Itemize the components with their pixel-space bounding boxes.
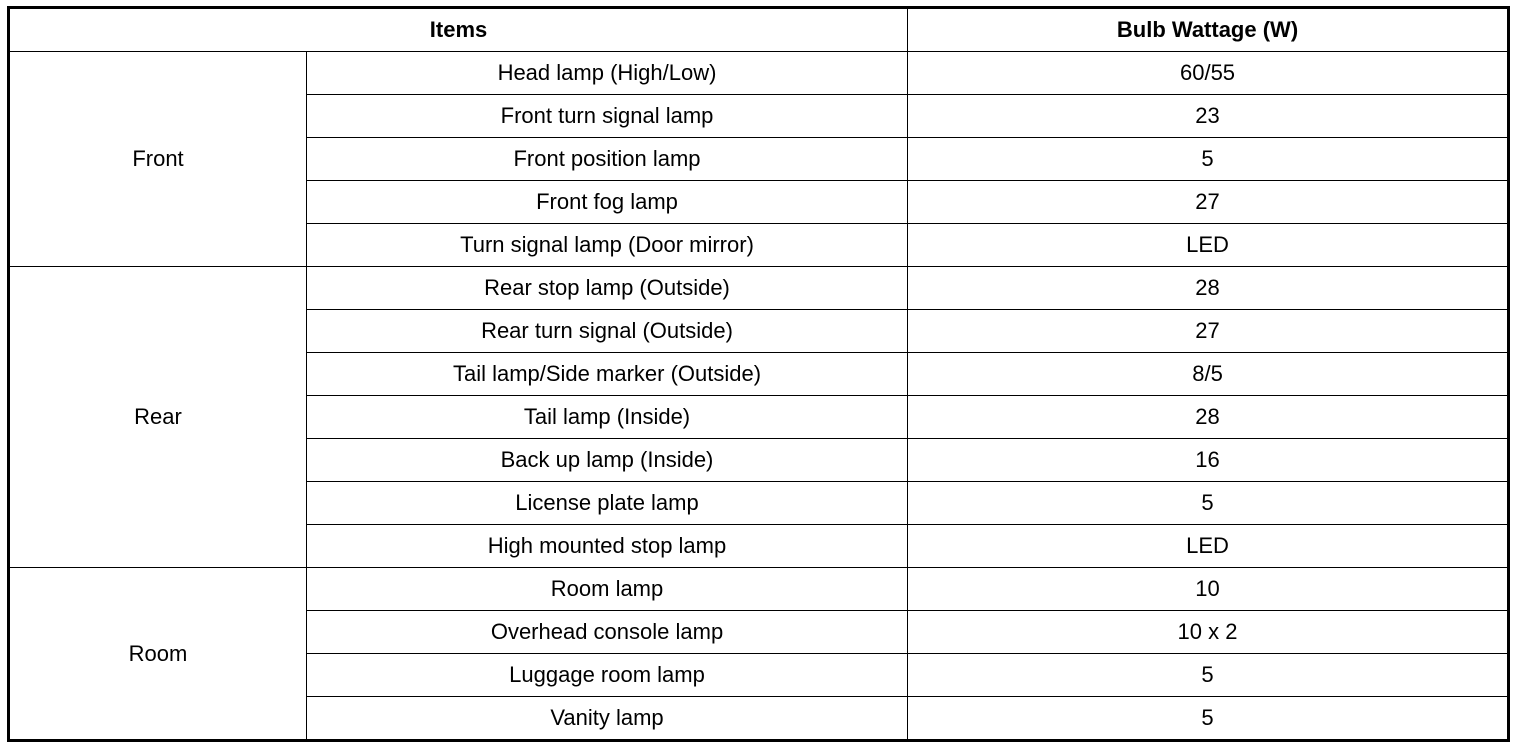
group-label-rear: Rear (9, 267, 307, 568)
table-body (9, 52, 1509, 741)
wattage-cell: 16 (908, 439, 1509, 482)
item-cell: Front turn signal lamp (307, 95, 908, 138)
wattage-cell: 27 (908, 310, 1509, 353)
header-row (9, 8, 1509, 52)
wattage-cell: 10 x 2 (908, 611, 1509, 654)
wattage-cell: LED (908, 224, 1509, 267)
items-header: Items (9, 8, 908, 52)
table-row (9, 568, 1509, 611)
item-cell: Front position lamp (307, 138, 908, 181)
item-cell: Rear turn signal (Outside) (307, 310, 908, 353)
wattage-cell: LED (908, 525, 1509, 568)
wattage-cell: 28 (908, 267, 1509, 310)
table-row (9, 52, 1509, 95)
item-cell: Tail lamp/Side marker (Outside) (307, 353, 908, 396)
wattage-cell: 5 (908, 654, 1509, 697)
wattage-cell: 23 (908, 95, 1509, 138)
wattage-cell: 5 (908, 138, 1509, 181)
group-label-room: Room (9, 568, 307, 741)
item-cell: Luggage room lamp (307, 654, 908, 697)
item-cell: Rear stop lamp (Outside) (307, 267, 908, 310)
item-cell: High mounted stop lamp (307, 525, 908, 568)
bulb-wattage-table (7, 6, 1510, 742)
item-cell: Overhead console lamp (307, 611, 908, 654)
wattage-cell: 28 (908, 396, 1509, 439)
item-cell: Front fog lamp (307, 181, 908, 224)
wattage-cell: 8/5 (908, 353, 1509, 396)
item-cell: Tail lamp (Inside) (307, 396, 908, 439)
item-cell: Vanity lamp (307, 697, 908, 741)
item-cell: Head lamp (High/Low) (307, 52, 908, 95)
item-cell: Room lamp (307, 568, 908, 611)
wattage-cell: 5 (908, 482, 1509, 525)
wattage-cell: 60/55 (908, 52, 1509, 95)
wattage-cell: 10 (908, 568, 1509, 611)
group-label-front: Front (9, 52, 307, 267)
wattage-header: Bulb Wattage (W) (908, 8, 1509, 52)
item-cell: License plate lamp (307, 482, 908, 525)
wattage-cell: 5 (908, 697, 1509, 741)
item-cell: Back up lamp (Inside) (307, 439, 908, 482)
wattage-cell: 27 (908, 181, 1509, 224)
item-cell: Turn signal lamp (Door mirror) (307, 224, 908, 267)
table-row (9, 267, 1509, 310)
